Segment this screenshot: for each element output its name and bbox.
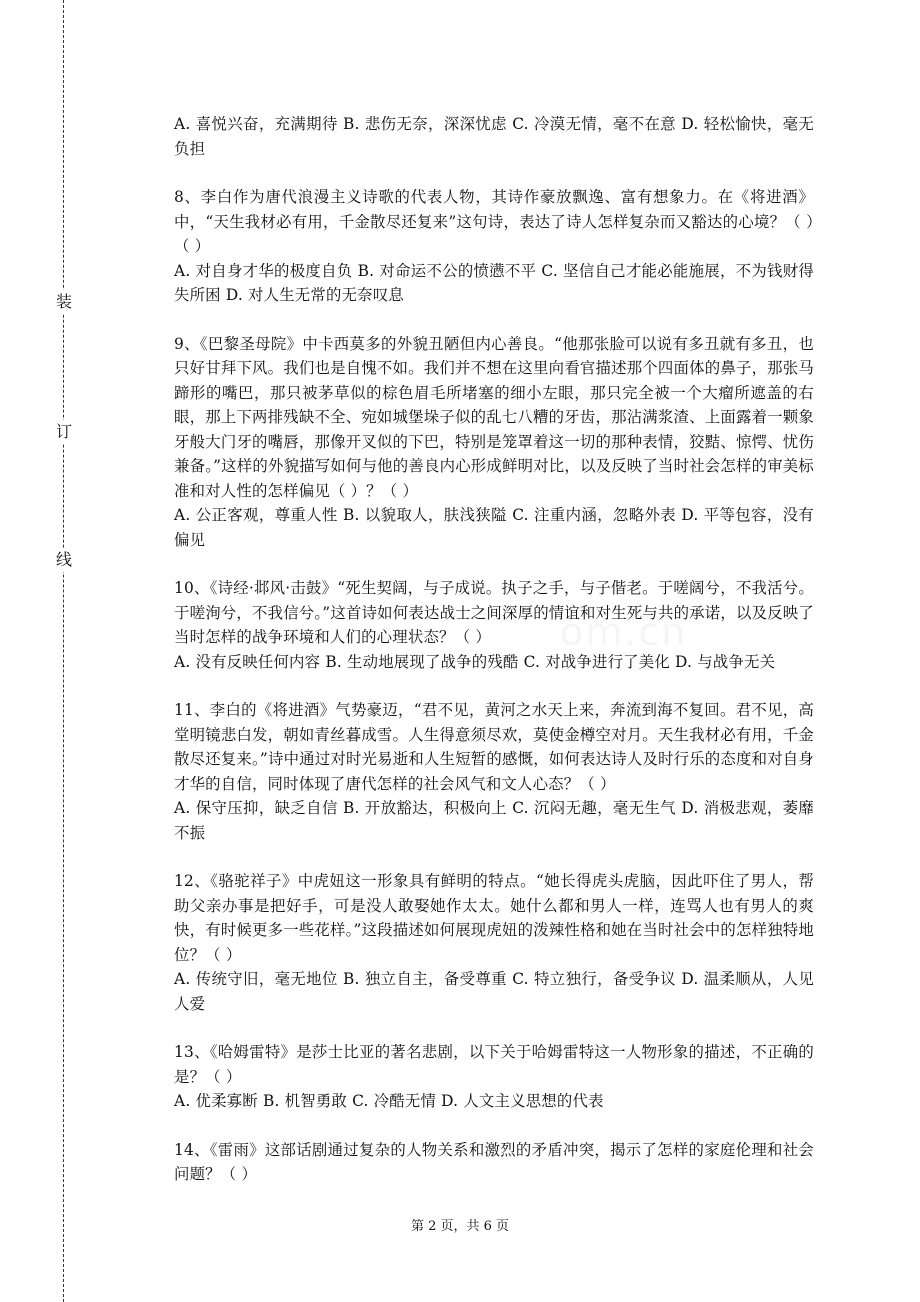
question-options: A. 对自身才华的极度自负 B. 对命运不公的愤懑不平 C. 坚信自己才能必能施展，不为钱财得失所困 D. 对人生无常的无奈叹息	[174, 261, 814, 304]
question-13	[174, 1040, 814, 1114]
question-options: A. 喜悦兴奋，充满期待 B. 悲伤无奈，深深忧虑 C. 冷漠无情，毫不在意 D. 轻松愉快，毫无负担	[174, 115, 814, 158]
question-options: A. 传统守旧，毫无地位 B. 独立自主，备受尊重 C. 特立独行，备受争议 D. 温柔顺从，人见人爱	[174, 970, 814, 1013]
question-text: 8、李白作为唐代浪漫主义诗歌的代表人物，其诗作豪放飘逸、富有想象力。在《将进酒》中，“天生我材必有用，千金散尽还复来”这句诗，表达了诗人怎样复杂而又豁达的心境？（ ）（ ）	[174, 188, 814, 255]
question-text: 10、《诗经·邶风·击鼓》“死生契阔，与子成说。执子之手，与子偕老。于嗟阔兮，不我活兮。于嗟洵兮，不我信兮。”这首诗如何表达战士之间深厚的情谊和对生死与共的承诺，以及反映了当时怎样的战争环境和人们的心理状态？（ ）	[174, 579, 814, 646]
question-options: A. 公正客观，尊重人性 B. 以貌取人，肤浅狭隘 C. 注重内涵，忽略外表 D. 平等包容，没有偏见	[174, 506, 814, 549]
binding-dashed-line	[63, 0, 64, 1302]
question-9	[174, 332, 814, 553]
page-number: 第 2 页，共 6 页	[410, 1219, 510, 1234]
binding-char-ding: 订	[52, 420, 76, 444]
question-8	[174, 185, 814, 308]
binding-char-xian: 线	[52, 548, 76, 572]
question-options: A. 没有反映任何内容 B. 生动地展现了战争的残酷 C. 对战争进行了美化 D. 与战争无关	[174, 652, 776, 671]
question-14	[174, 1138, 814, 1187]
question-11	[174, 698, 814, 845]
question-options: A. 保守压抑，缺乏自信 B. 开放豁达，积极向上 C. 沉闷无趣，毫无生气 D. 消极悲观，萎靡不振	[174, 799, 814, 842]
question-options: A. 优柔寡断 B. 机智勇敢 C. 冷酷无情 D. 人文主义思想的代表	[174, 1092, 604, 1110]
question-text: 12、《骆驼祥子》中虎妞这一形象具有鲜明的特点。“她长得虎头虎脑，因此吓住了男人，帮助父亲办事是把好手，可是没人敢娶她作太太。她什么都和男人一样，连骂人也有男人的爽快，有时候更多一些花样。”这段描述如何展现虎妞的泼辣性格和她在当时社会中的怎样独特地位？（ ）	[174, 872, 814, 964]
question-text: 11、李白的《将进酒》气势豪迈，“君不见，黄河之水天上来，奔流到海不复回。君不见，高堂明镜悲白发，朝如青丝暮成雪。人生得意须尽欢，莫使金樽空对月。天生我材必有用，千金散尽还复来。”诗中通过对时光易逝和人生短暂的感慨，如何表达诗人及时行乐的态度和对自身才华的自信，同时体现了唐代怎样的社会风气和文人心态？（ ）	[174, 701, 814, 793]
question-text: 13、《哈姆雷特》是莎士比亚的著名悲剧，以下关于哈姆雷特这一人物形象的描述，不正确的是？（ ）	[174, 1043, 814, 1086]
question-7-continued	[174, 112, 814, 161]
question-text: 14、《雷雨》这部话剧通过复杂的人物关系和激烈的矛盾冲突，揭示了怎样的家庭伦理和社会问题？（ ）	[174, 1140, 814, 1183]
question-text: 9、《巴黎圣母院》中卡西莫多的外貌丑陋但内心善良。“他那张脸可以说有多丑就有多丑，也只好甘拜下风。我们也是自愧不如。我们并不想在这里向看官描述那个四面体的鼻子，那张马蹄形的嘴巴，那只被茅草似的棕色眉毛所堵塞的细小左眼，那只完全被一个大瘤所遮盖的右眼，那上下两排残缺不全、宛如城堡垛子似的乱七八糟的牙齿，那沾满浆渣、上面露着一颗象牙般大门牙的嘴唇，那像开叉似的下巴，特别是笼罩着这一切的那种表情，狡黠、惊愕、忧伤兼备。”这样的外貌描写如何与他的善良内心形成鲜明对比，以及反映了当时社会怎样的审美标准和对人性的怎样偏见（ ）？（ ）	[174, 334, 814, 500]
question-list	[174, 112, 814, 1211]
question-12	[174, 869, 814, 1016]
question-10	[174, 576, 814, 674]
binding-char-zhuang: 装	[52, 290, 76, 314]
